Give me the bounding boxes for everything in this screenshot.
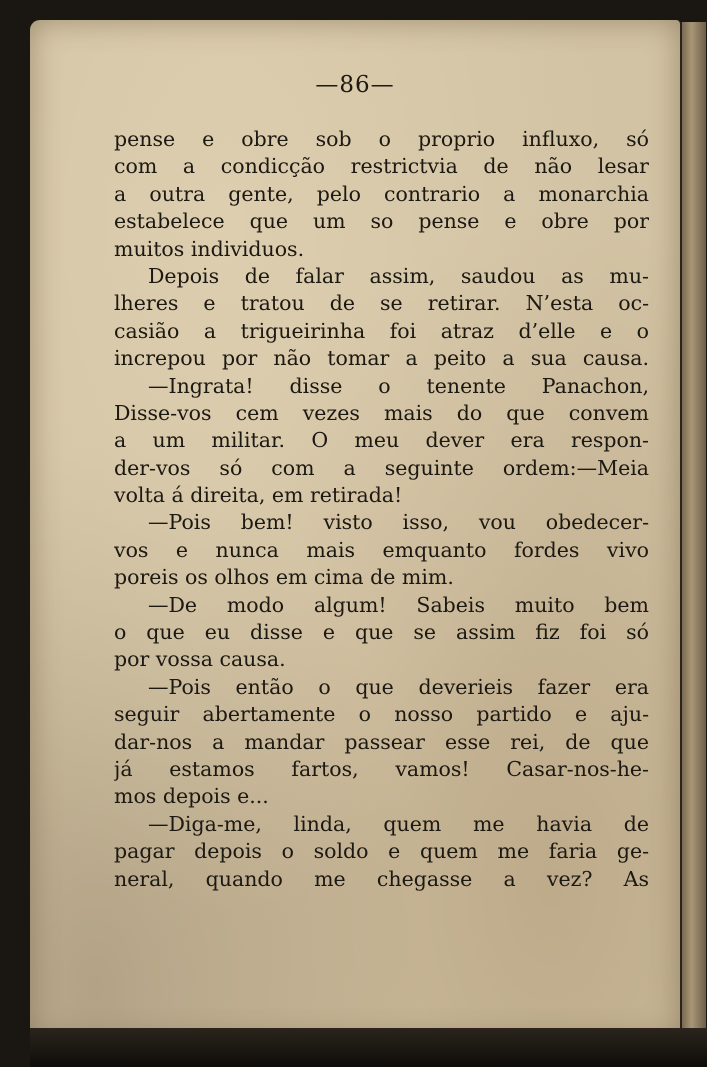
scan-bottom-edge (30, 1028, 707, 1067)
text-line: pense e obre sob o proprio influxo, só (114, 127, 649, 151)
page-number: —86— (315, 72, 395, 98)
text-line: com a condicção restrictvia de não lesar (114, 154, 649, 179)
text-line: a outra gente, pelo contrario a monarchia (114, 181, 649, 206)
text-line: o que eu disse e que se assim fiz foi só (114, 620, 649, 645)
text-line: vos e nunca mais emquanto fordes vivo (114, 537, 649, 562)
text-line: volta á direita, em retirada! (114, 483, 403, 508)
text-line: a um militar. O meu dever era respon- (114, 428, 649, 453)
text-line: poreis os olhos em cima de mim. (114, 565, 454, 590)
text-line: já estamos fartos, vamos! Casar-nos-he- (114, 756, 649, 781)
page-sheet (30, 20, 680, 1040)
text-line: pagar depois o soldo e quem me faria ge- (114, 839, 649, 864)
text-line: lheres e tratou de se retirar. N’esta oc- (114, 291, 649, 316)
text-line: por vossa causa. (114, 647, 286, 672)
text-line: der-vos só com a seguinte ordem:—Meia (114, 455, 649, 480)
text-line: —Pois bem! visto isso, vou obedecer- (148, 510, 649, 535)
text-line: —Diga-me, linda, quem me havia de (148, 811, 649, 836)
text-line: casião a trigueirinha foi atraz d’elle e o (114, 318, 649, 343)
text-line: —De modo algum! Sabeis muito bem (148, 592, 649, 617)
text-line: estabelece que um so pense e obre por (114, 209, 649, 234)
text-line: Depois de falar assim, saudou as mu- (148, 263, 649, 288)
text-line: dar-nos a mandar passear esse rei, de que (114, 729, 649, 754)
text-line: seguir abertamente o nosso partido e aju- (114, 702, 649, 727)
text-line: neral, quando me chegasse a vez? As (114, 866, 649, 891)
text-line: mos depois e... (114, 784, 269, 809)
page-body-text (114, 126, 649, 893)
adjacent-page-edge (680, 22, 706, 1042)
text-line: increpou por não tomar a peito a sua causa. (114, 346, 649, 371)
text-line: —Pois então o que deverieis fazer era (148, 674, 649, 699)
text-line: —Ingrata! disse o tenente Panachon, (148, 373, 649, 398)
text-line: Disse-vos cem vezes mais do que convem (114, 400, 649, 425)
text-line: muitos individuos. (114, 236, 305, 261)
